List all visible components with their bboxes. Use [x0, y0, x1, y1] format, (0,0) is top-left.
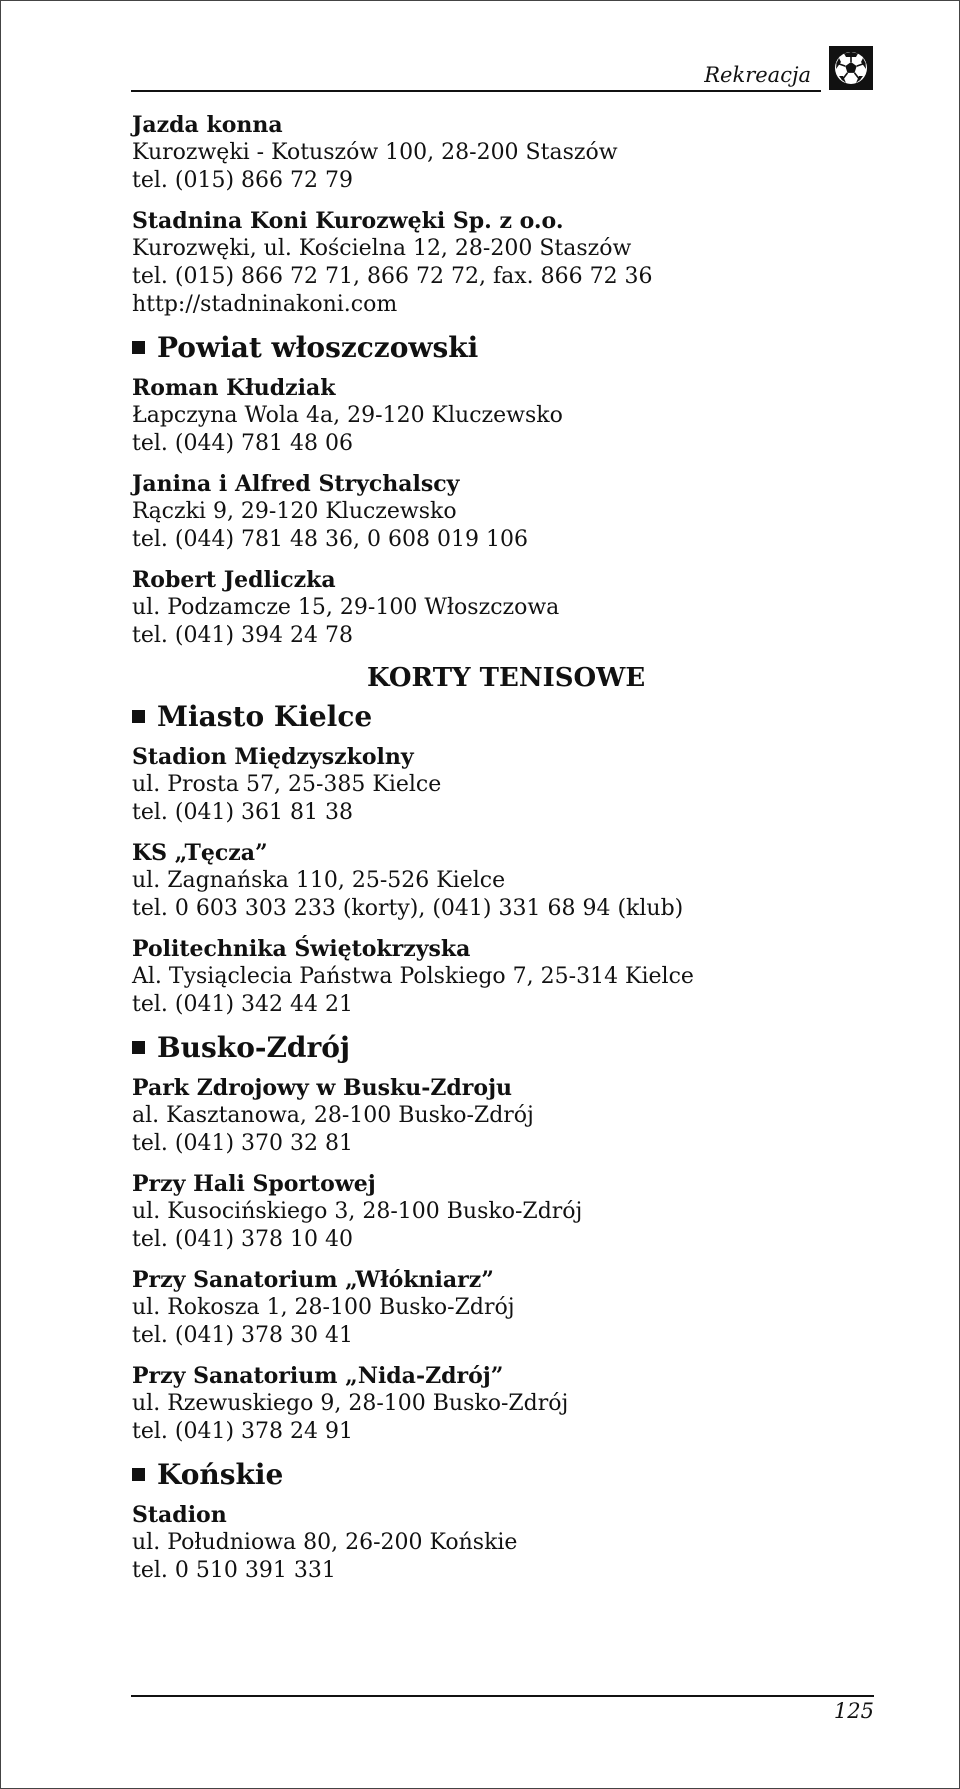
- entry-detail-line: tel. (041) 378 10 40: [132, 1227, 353, 1252]
- entry-name: Przy Sanatorium „Włókniarz”: [132, 1267, 494, 1293]
- section-title: Busko-Zdrój: [157, 1031, 351, 1064]
- entry-detail-line: tel. (041) 378 30 41: [132, 1323, 353, 1348]
- entry-detail-line: ul. Rzewuskiego 9, 28-100 Busko-Zdrój: [132, 1391, 569, 1416]
- entry-name: Przy Sanatorium „Nida-Zdrój”: [132, 1363, 504, 1389]
- entry-detail-line: http://stadninakoni.com: [132, 292, 398, 317]
- page-number: 125: [833, 1699, 874, 1723]
- entry-detail-line: tel. (041) 342 44 21: [132, 992, 353, 1017]
- soccer-ball-icon: [829, 46, 873, 90]
- section-title: Powiat włoszczowski: [157, 331, 479, 364]
- directory-entry: [132, 111, 832, 195]
- entry-detail-line: tel. (044) 781 48 06: [132, 431, 353, 456]
- footer-rule: [131, 1695, 874, 1697]
- entry-detail-line: tel. (041) 394 24 78: [132, 623, 353, 648]
- directory-entry: [132, 566, 832, 650]
- running-header-title: Rekreacja: [704, 63, 811, 87]
- entry-detail-line: Kurozwęki - Kotuszów 100, 28-200 Staszów: [132, 140, 618, 165]
- entry-name: Robert Jedliczka: [132, 567, 336, 593]
- square-bullet-icon: [132, 341, 145, 354]
- header-rule: [131, 90, 821, 92]
- directory-entry: [132, 207, 832, 319]
- square-bullet-icon: [132, 1468, 145, 1481]
- section-heading: [132, 1031, 832, 1065]
- entry-detail-line: ul. Zagnańska 110, 25-526 Kielce: [132, 868, 506, 893]
- entry-name: Roman Kłudziak: [132, 375, 336, 401]
- entry-detail-line: tel. (015) 866 72 71, 866 72 72, fax. 866 72 36: [132, 264, 653, 289]
- entry-detail-line: tel. (044) 781 48 36, 0 608 019 106: [132, 527, 528, 552]
- entry-name: Janina i Alfred Strychalscy: [132, 471, 460, 497]
- entry-name: Jazda konna: [132, 112, 283, 138]
- entry-detail-line: Al. Tysiąclecia Państwa Polskiego 7, 25-314 Kielce: [132, 964, 694, 989]
- directory-entry: [132, 1170, 832, 1254]
- directory-entry: [132, 1362, 832, 1446]
- entry-detail-line: Kurozwęki, ul. Kościelna 12, 28-200 Staszów: [132, 236, 632, 261]
- entry-name: Stadion Międzyszkolny: [132, 744, 414, 770]
- square-bullet-icon: [132, 1041, 145, 1054]
- entry-detail-line: tel. (015) 866 72 79: [132, 168, 353, 193]
- directory-entry: [132, 1501, 832, 1585]
- entry-name: Politechnika Świętokrzyska: [132, 936, 471, 962]
- entry-name: Stadion: [132, 1502, 227, 1528]
- section-heading: [132, 331, 832, 365]
- section-heading: [132, 700, 832, 734]
- section-heading: [132, 1458, 832, 1492]
- entry-detail-line: tel. 0 510 391 331: [132, 1558, 336, 1583]
- entry-detail-line: al. Kasztanowa, 28-100 Busko-Zdrój: [132, 1103, 534, 1128]
- entry-name: Park Zdrojowy w Busku-Zdroju: [132, 1075, 513, 1101]
- section-title: Końskie: [157, 1458, 284, 1491]
- directory-entry: [132, 935, 832, 1019]
- entry-detail-line: Łapczyna Wola 4a, 29-120 Kluczewsko: [132, 403, 563, 428]
- entry-detail-line: tel. (041) 361 81 38: [132, 800, 353, 825]
- directory-entry: [132, 1074, 832, 1158]
- directory-entry: [132, 1266, 832, 1350]
- entry-detail-line: ul. Podzamcze 15, 29-100 Włoszczowa: [132, 595, 560, 620]
- entry-detail-line: tel. 0 603 303 233 (korty), (041) 331 68 94 (klub): [132, 896, 684, 921]
- entry-name: Przy Hali Sportowej: [132, 1171, 376, 1197]
- section-title: Miasto Kielce: [157, 700, 373, 733]
- entry-detail-line: tel. (041) 370 32 81: [132, 1131, 353, 1156]
- entry-detail-line: ul. Kusocińskiego 3, 28-100 Busko-Zdrój: [132, 1199, 583, 1224]
- entry-detail-line: Rączki 9, 29-120 Kluczewsko: [132, 499, 457, 524]
- entry-name: Stadnina Koni Kurozwęki Sp. z o.o.: [132, 208, 564, 234]
- directory-content: [132, 111, 832, 1597]
- entry-name: KS „Tęcza”: [132, 840, 268, 866]
- directory-entry: [132, 839, 832, 923]
- entry-detail-line: ul. Południowa 80, 26-200 Końskie: [132, 1530, 518, 1555]
- directory-entry: [132, 470, 832, 554]
- square-bullet-icon: [132, 710, 145, 723]
- directory-entry: [132, 743, 832, 827]
- entry-detail-line: ul. Prosta 57, 25-385 Kielce: [132, 772, 442, 797]
- entry-detail-line: ul. Rokosza 1, 28-100 Busko-Zdrój: [132, 1295, 515, 1320]
- category-heading: KORTY TENISOWE: [367, 663, 646, 693]
- entry-detail-line: tel. (041) 378 24 91: [132, 1419, 353, 1444]
- directory-entry: [132, 374, 832, 458]
